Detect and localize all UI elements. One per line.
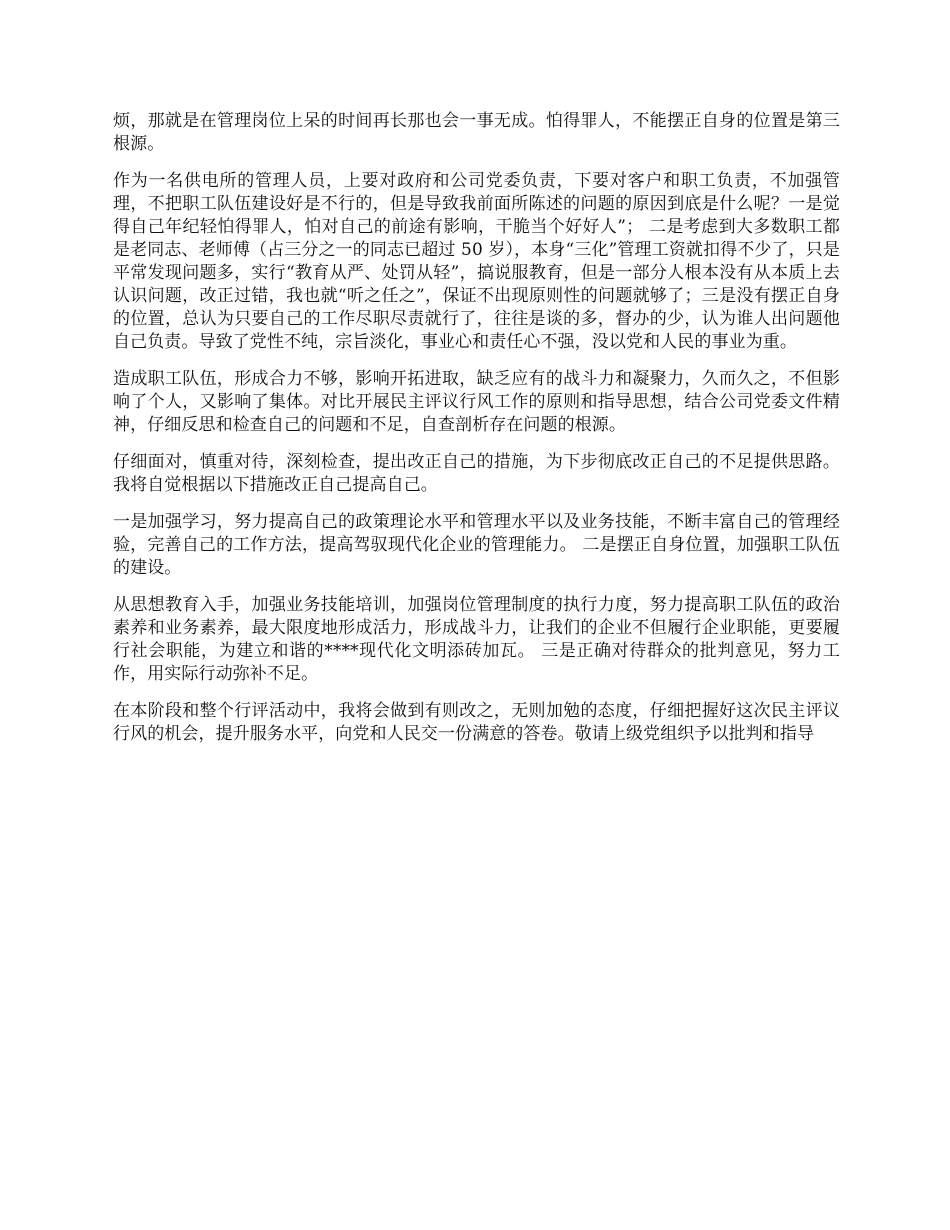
paragraph-5: 一是加强学习，努力提高自己的政策理论水平和管理水平以及业务技能，不断丰富自己的管理经验，完善自己的工作方法，提高驾驭现代化企业的管理能力。 二是摆正自身位置，加强职工队伍的建设。 (113, 512, 840, 578)
paragraph-4: 仔细面对，慎重对待，深刻检查，提出改正自己的措施，为下步彻底改正自己的不足提供思路。 我将自觉根据以下措施改正自己提高自己。 (113, 452, 840, 495)
paragraph-7: 在本阶段和整个行评活动中，我将会做到有则改之，无则加勉的态度，仔细把握好这次民主评议行风的机会，提升服务水平，向党和人民交一份满意的答卷。敬请上级党组织予以批判和指导 (113, 701, 840, 744)
paragraph-2: 作为一名供电所的管理人员，上要对政府和公司党委负责，下要对客户和职工负责，不加强管理，不把职工队伍建设好是不行的，但是导致我前面所陈述的问题的原因到底是什么呢？一是觉得自己年纪轻怕得罪人，怕对自己的前途有影响，干脆当个好好人”； 二是考虑到大多数职工都是老同志、老师傅（占三分之一的同志已超过 50 岁），本身“三化”管理工资就扣得不少了，只是平常发现问题多，实行“教育从严、处罚从轻”，搞说服教育，但是一部分人根本没有从本质上去认识问题，改正过错，我也就“听之任之”，保证不出现原则性的问题就够了；三是没有摆正自身的位置，总认为只要自己的工作尽职尽责就行了，往往是谈的多，督办的少，认为谁人出问题他自己负责。导致了党性不纯，宗旨淡化，事业心和责任心不强，没以党和人民的事业为重。 (113, 171, 840, 352)
paragraph-3: 造成职工队伍，形成合力不够，影响开拓进取，缺乏应有的战斗力和凝聚力，久而久之，不但影响了个人，又影响了集体。对比开展民主评议行风工作的原则和指导思想，结合公司党委文件精神，仔细反思和检查自己的问题和不足，自查剖析存在问题的根源。 (113, 369, 840, 435)
paragraph-1: 烦，那就是在管理岗位上呆的时间再长那也会一事无成。怕得罪人，不能摆正自身的位置是第三根源。 (113, 111, 840, 154)
paragraph-6: 从思想教育入手，加强业务技能培训，加强岗位管理制度的执行力度，努力提高职工队伍的政治素养和业务素养，最大限度地形成活力，形成战斗力，让我们的企业不但履行企业职能，更要履行社会职能，为建立和谐的****现代化文明添砖加瓦。 三是正确对待群众的批判意见，努力工作，用实际行动弥补不足。 (113, 595, 840, 684)
document-page (113, 110, 840, 760)
